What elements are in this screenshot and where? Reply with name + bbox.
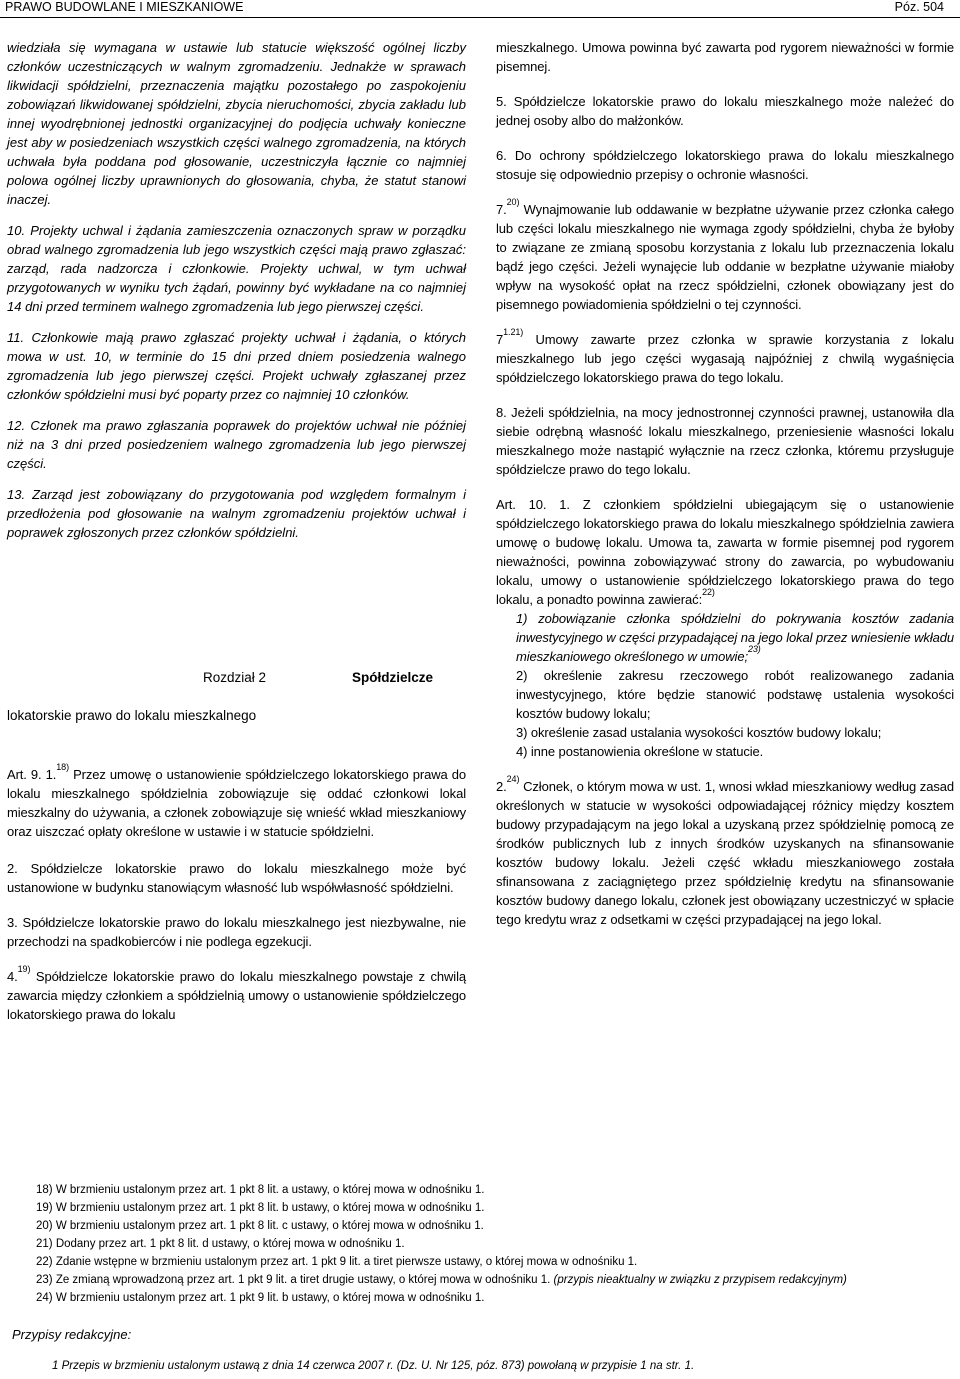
- footnote-ref-23: 23): [747, 644, 761, 654]
- footnote-ref-22: 22): [702, 587, 715, 597]
- footnote-ref-21: 1.21): [503, 327, 524, 337]
- article-9-para-4: [7, 964, 466, 1024]
- article-10-list: [496, 609, 954, 761]
- article-10-para-1: [496, 495, 954, 609]
- chapter-title-part1: Spółdzielcze: [352, 670, 434, 685]
- article-9-para-2: 2. Spółdzielcze lokatorskie prawo do lokalu mieszkalnego może być ustanowione w budynku stanowiącym własność lub współwłasność spółdzielni.: [7, 861, 466, 895]
- para-7-1-label: 7: [496, 332, 504, 347]
- footnote-ref-24: 24): [506, 774, 520, 784]
- para-7-label: 7.: [496, 202, 507, 217]
- list-item: 4) inne postanowienia określone w statucie.: [516, 744, 764, 759]
- para-2-text: Członek, o którym mowa w ust. 1, wnosi wkład mieszkaniowy według zasad określonych w statucie w wysokości odpowiadającej różnicy między kosztem budowy przypadającym na jego lokal a uzyskaną przez spółdzielnię pomocą ze środków publicznych lub z innych środków uzyskanych na sfinansowanie kosztów budowy lokalu. Jeżeli część wkładu mieszkaniowego została sfinansowana z zaciągniętego przez spółdzielnię kredytu na sfinansowanie kosztów budowy danego lokalu, członek jest obowiązany uczestniczyć w spłacie tego kredytu wraz z odsetkami w części przypadającej na jego lokal.: [496, 779, 954, 927]
- footnote-23: [36, 1271, 956, 1289]
- footnotes: [36, 1181, 956, 1307]
- para-7-text: Wynajmowanie lub oddawanie w bezpłatne używanie przez członka całego lub części lokalu mieszkalnego nie wymaga zgody spółdzielni, chyba że byłoby to związane ze zmianą sposobu korzystania z lokalu lub przeznaczenia lokalu bądź jego części. Jeżeli wynajęcie lub oddanie w bezpłatne używanie miałoby wpływ na wysokość opłat na rzecz spółdzielni, członek obowiązany jest do pisemnego powiadomienia spółdzielni o tej czynności.: [496, 202, 954, 312]
- left-column: [7, 38, 466, 554]
- footnote-21: 21) Dodany przez art. 1 pkt 8 lit. d ustawy, o której mowa w odnośniku 1.: [36, 1238, 405, 1250]
- editorial-notes-label: Przypisy redakcyjne:: [12, 1327, 132, 1342]
- left-column-lower: [7, 762, 466, 1036]
- footnote-ref-19: 19): [17, 964, 31, 974]
- paragraph-6: 6. Do ochrony spółdzielczego lokatorskiego prawa do lokalu mieszkalnego stosuje się odpowiednio przepisy o ochronie własności.: [496, 148, 954, 182]
- footnote-19: 19) W brzmieniu ustalonym przez art. 1 pkt 8 lit. b ustawy, o której mowa w odnośniku 1.: [36, 1202, 485, 1214]
- list-item-1-text: 1) zobowiązanie członka spółdzielni do pokrywania kosztów zadania inwestycyjnego w części przypadającej na jego lokal przez wniesienie wkładu mieszkaniowego określonego w umowie;: [516, 611, 954, 664]
- footnote-22: 22) Zdanie wstępne w brzmieniu ustalonym przez art. 1 pkt 9 lit. a tiret pierwsze ustawy, o której mowa w odnośniku 1.: [36, 1256, 638, 1268]
- footnote-18: 18) W brzmieniu ustalonym przez art. 1 pkt 8 lit. a ustawy, o której mowa w odnośniku 1.: [36, 1184, 485, 1196]
- paragraph-8: 8. Jeżeli spółdzielnia, na mocy jednostronnej czynności prawnej, ustanowiła dla siebie odrębną własność lokalu mieszkalnego, przeniesienie własności lokalu mieszkalnego może nastąpić wyłącznie na rzecz członka, któremu przysługuje spółdzielcze prawo do tego lokalu.: [496, 405, 954, 477]
- header-title: PRAWO BUDOWLANE I MIESZKANIOWE: [5, 0, 244, 14]
- paragraph-7-1: [496, 327, 954, 387]
- footnote-23-text: 23) Ze zmianą wprowadzoną przez art. 1 pkt 9 lit. a tiret drugie ustawy, o której mowa w odnośniku 1.: [36, 1274, 551, 1286]
- footnote-23-note: (przypis nieaktualny w związku z przypisem redakcyjnym): [550, 1274, 847, 1286]
- paragraph-5: 5. Spółdzielcze lokatorskie prawo do lokalu mieszkalnego może należeć do jednej osoby albo do małżonków.: [496, 94, 954, 128]
- footnote-20: 20) W brzmieniu ustalonym przez art. 1 pkt 8 lit. c ustawy, o której mowa w odnośniku 1.: [36, 1220, 484, 1232]
- article-9-para-1: [7, 762, 466, 841]
- article-9-para-3: 3. Spółdzielcze lokatorskie prawo do lokalu mieszkalnego jest niezbywalne, nie przechodzi na spadkobierców i nie podlega egzekucji.: [7, 915, 466, 949]
- para-4-label: 4.: [7, 969, 18, 984]
- paragraph-7: [496, 197, 954, 314]
- list-item: [516, 609, 954, 666]
- chapter-number: Rozdział 2: [203, 670, 267, 685]
- article-9-label: Art. 9. 1.: [7, 767, 57, 782]
- paragraph-continued: wiedziała się wymagana w ustawie lub statucie większość ogólnej liczby członków uczestniczących w walnym zgromadzeniu. Jednakże w sprawach likwidacji spółdzielni, przeznaczenia majątku pozostałego po zaspokojeniu zobowiązań likwidowanej spółdzielni, zbycia nieruchomości, zbycia zakładu lub innej wyodrębnionej jednostki organizacyjnej do podjęcia uchwały konieczne jest aby w posiedzeniach wszystkich części walnego zgromadzenia, na których uchwała była poddana pod głosowanie, uczestniczyła łącznie co najmniej polowa ogólnej liczby uprawnionych do głosowania, chyba, że statut stanowi inaczej.: [7, 40, 466, 207]
- list-item: 3) określenie zasad ustalania wysokości kosztów budowy lokalu;: [516, 725, 882, 740]
- paragraph-10: [7, 221, 466, 316]
- paragraph-13: 13. Zarząd jest zobowiązany do przygotowania pod względem formalnym i przedłożenia pod głosowanie na walnym zgromadzeniu projektów uchwał i poprawek zgłoszonych przez członków spółdzielni.: [7, 487, 466, 540]
- list-item: 2) określenie zakresu rzeczowego robót realizowanego zadania inwestycyjnego, które będzie stanowić podstawę ustalenia wysokości kosztów budowy lokalu;: [516, 668, 954, 721]
- chapter-heading: [7, 670, 466, 730]
- paragraph-12: 12. Członek ma prawo zgłaszania poprawek do projektów uchwał nie później niż na 3 dni przed posiedzeniem walnego zgromadzenia lub jego pierwszej części.: [7, 418, 466, 471]
- paragraph-10-a: 10. Projekty uchwal i żądania zamieszczenia oznaczonych spraw w porządku obrad walnego zgromadzenia lub jego wszystkich części mają prawo zgłaszać: zarząd, rada nadzorcza i członkowie.: [7, 223, 466, 276]
- article-9-text: Przez umowę o ustanowienie spółdzielczego lokatorskiego prawa do lokalu mieszkalnego spółdzielnia zobowiązuje się oddać członkowi lokal mieszkalny do używania, a członek zobowiązuje się wnieść wkład mieszkaniowy oraz uiszczać opłaty określone w ustawie i w statucie spółdzielni.: [7, 767, 466, 839]
- paragraph-10-b: Projekty uchwal, w tym uchwał przygotowanych w wyniku tych żądań, powinny być wykładane na co najmniej 14 dni przed terminem walnego zgromadzenia lub jego pierwszej części.: [7, 261, 466, 314]
- paragraph-11: 11. Członkowie mają prawo zgłaszać projekty uchwał i żądania, o których mowa w ust. 10, w terminie do 15 dni przed dniem posiedzenia walnego zgromadzenia lub jego pierwszej części. Projekt uchwały zgłaszanej przez członków spółdzielni musi być poparty przez co najmniej 10 członków.: [7, 330, 466, 402]
- header-position: Póz. 504: [894, 0, 944, 14]
- article-10-label: Art. 10. 1.: [496, 497, 570, 512]
- right-column: [496, 38, 954, 941]
- article-10-text: Z członkiem spółdzielni ubiegającym się o ustanowienie spółdzielczego lokatorskiego prawa do lokalu mieszkalnego spółdzielnia zawiera umowę o budowę lokalu. Umowa ta, zawarta w formie pisemnej pod rygorem nieważności, powinna zobowiązywać strony do zawarcia, po wybudowaniu lokalu, umowy o ustanowienie spółdzielczego lokatorskiego prawa do tego lokalu, a ponadto powinna zawierać:: [496, 497, 954, 607]
- page-header: [0, 0, 960, 18]
- chapter-title-part2: lokatorskie prawo do lokalu mieszkalnego: [7, 708, 257, 723]
- para-2-label: 2.: [496, 779, 507, 794]
- paragraph-continued-right: mieszkalnego. Umowa powinna być zawarta pod rygorem nieważności w formie pisemnej.: [496, 40, 954, 74]
- footnote-24: 24) W brzmieniu ustalonym przez art. 1 pkt 9 lit. b ustawy, o której mowa w odnośniku 1.: [36, 1292, 485, 1304]
- para-7-1-text: Umowy zawarte przez członka w sprawie korzystania z lokalu mieszkalnego lub jego części wygasają najpóźniej z chwilą wygaśnięcia spółdzielczego lokatorskiego prawa do tego lokalu.: [496, 332, 954, 385]
- article-10-para-2: [496, 774, 954, 929]
- para-4-text: Spółdzielcze lokatorskie prawo do lokalu mieszkalnego powstaje z chwilą zawarcia między członkiem a spółdzielnią umowy o ustanowienie spółdzielczego lokatorskiego prawa do lokalu: [7, 969, 466, 1022]
- footnote-ref-18: 18): [56, 762, 69, 772]
- editorial-note-1: 1 Przepis w brzmieniu ustalonym ustawą z dnia 14 czerwca 2007 r. (Dz. U. Nr 125, póz. 873) powołaną w przypisie 1 na str. 1.: [52, 1360, 695, 1372]
- footnote-ref-20: 20): [506, 197, 520, 207]
